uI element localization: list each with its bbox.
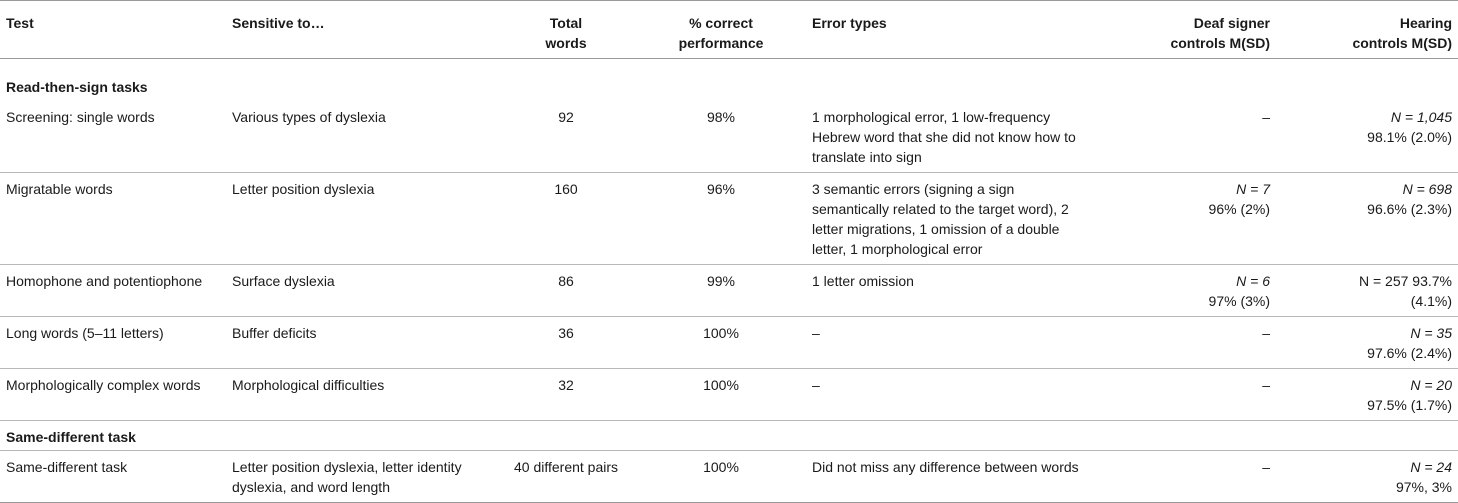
table-row: [0, 264, 1458, 316]
cell-hearing-n: N = 24: [1410, 458, 1452, 475]
cell-hearing: [1276, 316, 1458, 368]
cell-errors: Did not miss any difference between words: [806, 450, 1096, 502]
cell-sensitive: Morphological difficulties: [232, 376, 385, 393]
cell-total: 32: [558, 376, 574, 393]
cell-errors: 3 semantic errors (signing a sign semantically related to the target word), 2 letter migrations, 1 omission of a double letter, 1 morphological error: [806, 172, 1096, 264]
cell-sensitive: Letter position dyslexia: [226, 172, 496, 264]
table-row: [0, 368, 1458, 420]
cell-test: Migratable words: [0, 172, 226, 264]
cell-hearing-value: 97.6% (2.4%): [1367, 344, 1452, 361]
cell-total: 160: [496, 172, 636, 264]
cell-deaf-value: –: [1262, 458, 1270, 475]
cell-hearing-n: N = 20: [1410, 376, 1452, 393]
header-total-line1: Total: [549, 15, 583, 31]
cell-hearing: [1276, 264, 1458, 316]
cell-test: Morphologically complex words: [6, 376, 201, 393]
cell-deaf-n: N = 6: [1236, 272, 1270, 289]
header-errors-label: Error types: [812, 15, 887, 31]
header-errors: [806, 1, 1096, 59]
header-total-line2: words: [545, 35, 587, 51]
cell-deaf: [1096, 316, 1276, 368]
header-row: [0, 1, 1458, 59]
cell-correct: 98%: [636, 101, 806, 173]
section-row-same-different: [0, 420, 1458, 450]
cell-correct: 96%: [636, 172, 806, 264]
cell-test: Homophone and potentiophone: [0, 264, 226, 316]
cell-hearing-value: 96.6% (2.3%): [1367, 200, 1452, 217]
table-row: [0, 172, 1458, 264]
cell-hearing: [1276, 172, 1458, 264]
cell-sensitive: Letter position dyslexia, letter identity dyslexia, and word length: [226, 450, 496, 502]
cell-hearing-n: N = 698: [1402, 180, 1452, 197]
header-hearing-controls: [1276, 1, 1458, 59]
cell-hearing-value: 98.1% (2.0%): [1367, 128, 1452, 145]
header-test-label: Test: [6, 15, 34, 31]
header-deaf-line1: Deaf signer: [1193, 15, 1270, 31]
cell-total: 92: [496, 101, 636, 173]
cell-total: 86: [496, 264, 636, 316]
cell-hearing-value: (4.1%): [1410, 292, 1452, 309]
header-correct: [636, 1, 806, 59]
cell-sensitive: Buffer deficits: [226, 316, 496, 368]
cell-total: 36: [496, 316, 636, 368]
cell-correct: 100%: [636, 316, 806, 368]
cell-hearing: [1276, 101, 1458, 173]
cell-correct: 100%: [636, 450, 806, 502]
cell-sensitive: Various types of dyslexia: [226, 101, 496, 173]
table-row: [0, 101, 1458, 173]
cell-hearing-n: N = 35: [1410, 324, 1452, 341]
cell-deaf: [1096, 368, 1276, 420]
cell-errors: –: [806, 316, 1096, 368]
cell-errors: –: [812, 376, 820, 393]
header-sensitive: [226, 1, 496, 59]
section-title: Same-different task: [0, 420, 1458, 450]
cell-hearing-n: N = 1,045: [1390, 108, 1452, 125]
section-title: Read-then-sign tasks: [6, 79, 148, 95]
header-hearing-line1: Hearing: [1399, 15, 1452, 31]
header-total-words: [496, 1, 636, 59]
cell-hearing-value: 97.5% (1.7%): [1367, 396, 1452, 413]
table-row: [0, 316, 1458, 368]
header-test: [0, 1, 226, 59]
cell-total: 40 different pairs: [496, 450, 636, 502]
cell-deaf: [1096, 450, 1276, 502]
section-row-read-then-sign: [0, 59, 1458, 101]
cell-deaf-value: 96% (2%): [1208, 200, 1270, 217]
cell-test: Screening: single words: [0, 101, 226, 173]
cell-test: Same-different task: [0, 450, 226, 502]
header-deaf-line2: controls M(SD): [1170, 35, 1270, 51]
cell-test: Long words (5–11 letters): [0, 316, 226, 368]
cell-deaf-n: N = 7: [1236, 180, 1270, 197]
cell-hearing-n: N = 257 93.7%: [1358, 272, 1452, 289]
cell-correct: 99%: [636, 264, 806, 316]
cell-hearing-value: 97%, 3%: [1395, 478, 1452, 495]
cell-errors: 1 morphological error, 1 low-frequency Hebrew word that she did not know how to translate into sign: [806, 101, 1096, 173]
cell-hearing: [1276, 450, 1458, 502]
header-sensitive-label: Sensitive to…: [232, 15, 325, 31]
header-deaf-controls: [1096, 1, 1276, 59]
cell-hearing: [1276, 368, 1458, 420]
cell-deaf-value: –: [1262, 324, 1270, 341]
header-correct-line2: performance: [678, 35, 764, 51]
cell-deaf-value: 97% (3%): [1208, 292, 1270, 309]
cell-deaf-value: –: [1262, 108, 1270, 125]
cell-deaf-value: –: [1262, 376, 1270, 393]
cell-correct: 100%: [703, 376, 739, 393]
header-correct-line1: % correct: [689, 15, 753, 31]
cell-deaf: [1096, 101, 1276, 173]
table-row: [0, 450, 1458, 502]
cell-deaf: [1096, 172, 1276, 264]
cell-errors: 1 letter omission: [806, 264, 1096, 316]
cell-sensitive: Surface dyslexia: [226, 264, 496, 316]
cell-deaf: [1096, 264, 1276, 316]
header-hearing-line2: controls M(SD): [1352, 35, 1452, 51]
